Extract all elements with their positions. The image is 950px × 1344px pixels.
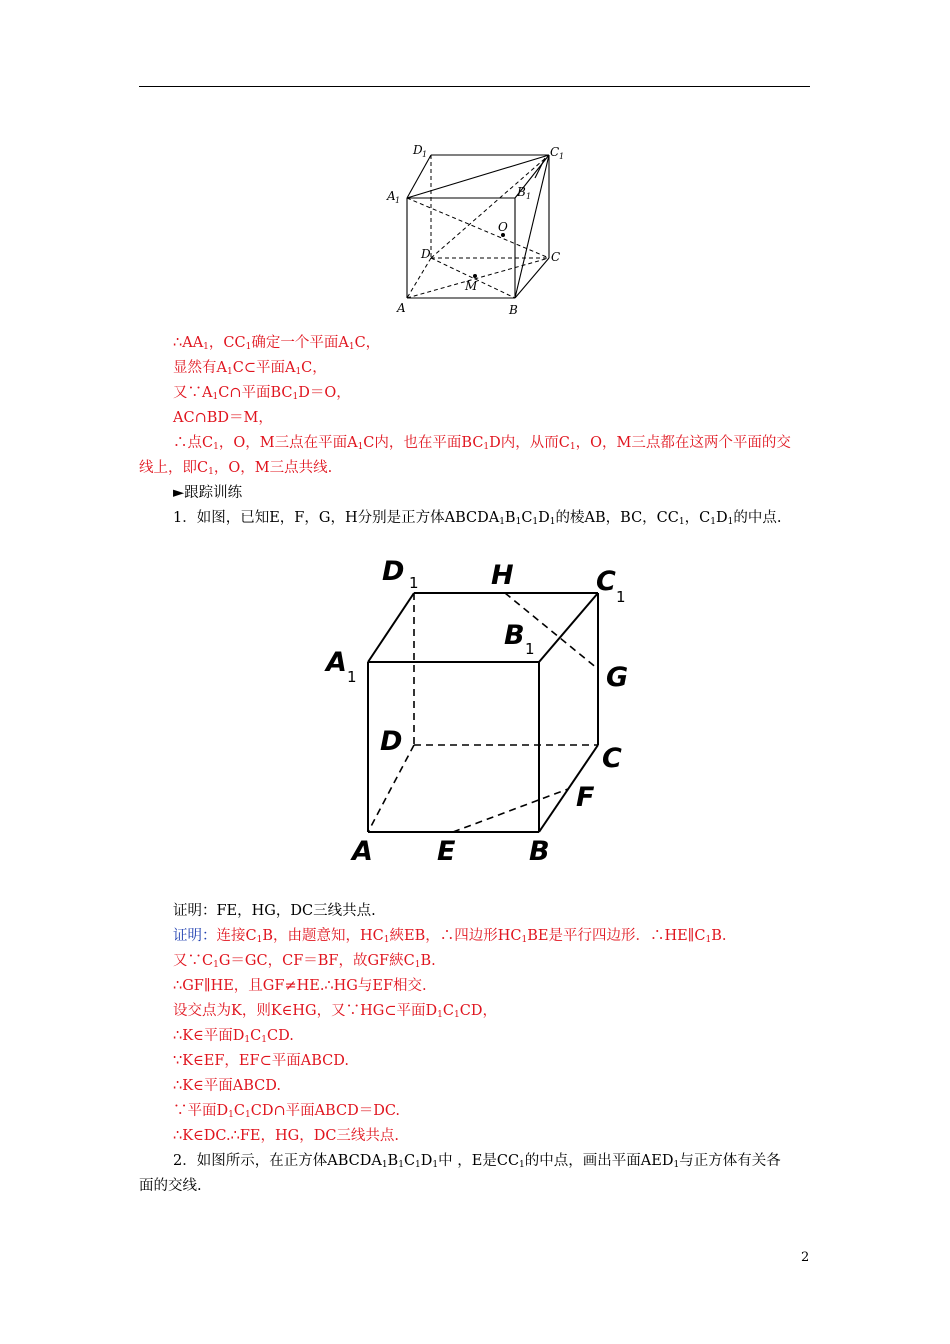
label-G: G (606, 662, 629, 693)
label-C1: C (596, 566, 616, 597)
label-D1: D (413, 143, 423, 157)
proof1-line6: 线上，即$C_1$，O，M三点共线. (139, 460, 333, 477)
proof2-claim: 证明：FE，HG，DC三线共点. (173, 903, 376, 919)
question-2-line2: 面的交线. (139, 1178, 202, 1194)
label-C: C (602, 743, 622, 774)
proof1-line4: AC∩BD＝M， (173, 410, 273, 426)
label-B: B (529, 836, 550, 867)
svg-text:1: 1 (616, 588, 626, 606)
label-A1: A (387, 189, 396, 203)
figure-cube-1 (385, 118, 567, 318)
proof2-line6: ∵K∈EF，EF⊂平面ABCD. (173, 1053, 349, 1069)
svg-text:1: 1 (422, 150, 428, 159)
svg-text:1: 1 (559, 152, 565, 161)
svg-text:1: 1 (526, 192, 532, 201)
label-C1: C (550, 145, 560, 159)
proof2-line5: ∴K∈平面$D_1C_1CD$. (173, 1028, 294, 1045)
question-2-line1: 2．如图所示，在正方体$ABCDA_1B_1C_1D_1$中 ，E是$CC_1$的中点，画出平面$AED_1$与正方体有关各 (173, 1153, 781, 1170)
label-A: A (397, 301, 406, 315)
svg-text:1: 1 (347, 668, 357, 686)
proof2-line8: ∵平面$D_1C_1CD\cap$平面ABCD＝DC. (173, 1103, 401, 1120)
label-B1: B (517, 185, 526, 199)
label-B: B (509, 303, 518, 317)
question-1: 1．如图，已知E，F，G，H分别是正方体$ABCDA_1B_1C_1D_1$的棱AB，BC，$CC_1$，$C_1D_1$的中点. (173, 510, 782, 527)
figure-cube-2 (310, 538, 640, 878)
label-M: M (465, 279, 478, 293)
label-E: E (437, 836, 456, 867)
label-C: C (551, 250, 561, 264)
svg-text:1: 1 (409, 574, 419, 592)
proof2-line7: ∴K∈平面ABCD. (173, 1078, 281, 1094)
proof2-line9: ∴K∈DC.∴FE，HG，DC三线共点. (173, 1128, 400, 1144)
label-D: D (421, 247, 431, 261)
proof1-line2: 显然有$A_1C\subset$平面$A_1C$， (173, 360, 327, 377)
svg-text:1: 1 (395, 196, 401, 205)
label-H: H (491, 560, 514, 591)
label-A1: A (326, 647, 347, 678)
proof1-line5: ∴点$C_1$，O，M三点在平面$A_1C$内，也在平面$BC_1D$内，从而$C_1$，O，M三点都在这两个平面的交 (173, 435, 791, 452)
proof2-line1: 证明：连接$C_1B$，由题意知，$HC_1$綊EB，∴四边形$HC_1BE$是平行四边形．$\therefore HE\parallel C_1B$. (173, 928, 727, 945)
proof2-line4: 设交点为K，则K∈HG，又∵HG⊂平面$D_1C_1CD$， (173, 1003, 497, 1020)
label-B1: B (504, 620, 525, 651)
header-rule (139, 86, 810, 87)
label-O: O (498, 220, 508, 234)
label-F: F (576, 782, 595, 813)
proof2-line2: 又$\because C_1G=GC$，CF＝BF，故GF綊$C_1B$. (173, 953, 436, 970)
proof1-line3: 又$\because A_1C\cap$平面$BC_1D=O$， (173, 385, 351, 402)
label-A: A (352, 836, 373, 867)
label-D1: D (382, 556, 405, 587)
proof2-line3: ∴GF∥HE，且GF≠HE.∴HG与EF相交. (173, 978, 427, 994)
svg-text:1: 1 (525, 640, 535, 658)
label-D: D (380, 726, 403, 757)
page-number: 2 (801, 1250, 810, 1265)
proof1-line1: $\therefore AA_1$，$CC_1$确定一个平面$A_1C$， (173, 335, 381, 352)
follow-heading: ►跟踪训练 (173, 485, 243, 501)
